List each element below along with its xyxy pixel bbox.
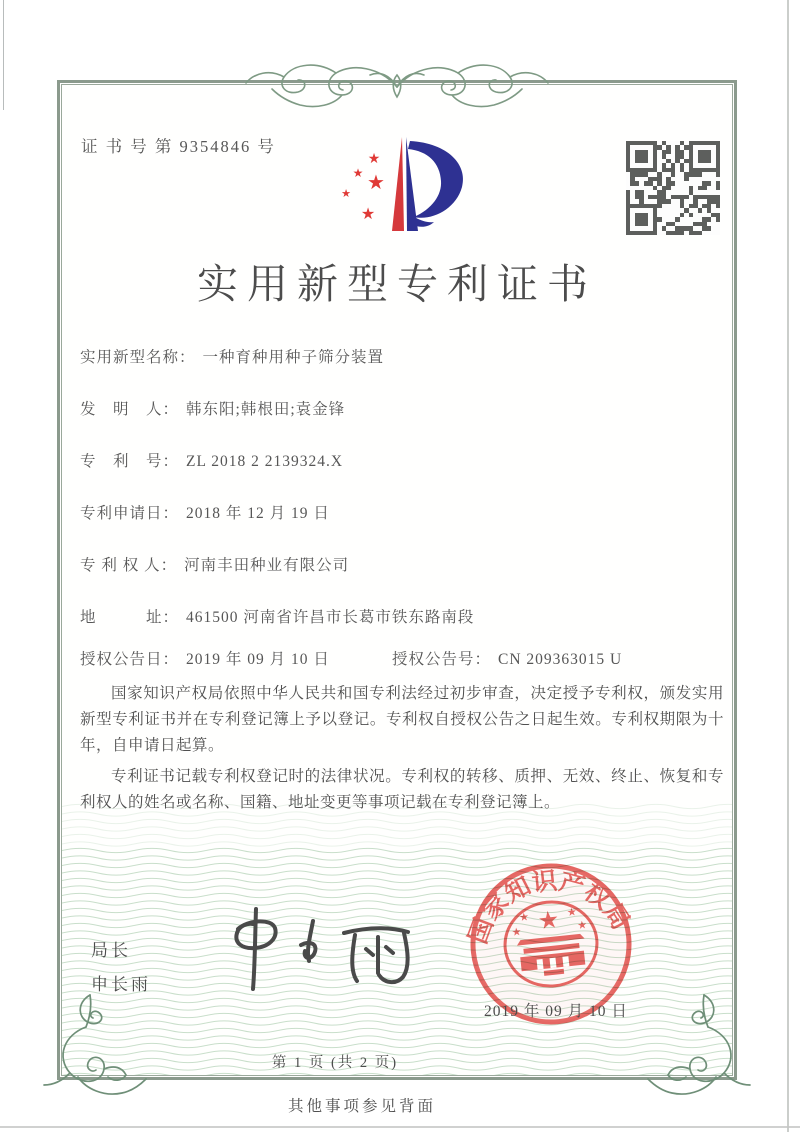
field-label: 地 址： xyxy=(80,609,180,626)
grant-date-value: 2019 年 09 月 10 日 xyxy=(186,651,330,668)
grant-no-value: CN 209363015 U xyxy=(498,651,623,668)
field-label: 专利申请日： xyxy=(80,505,180,522)
scan-edge-left xyxy=(3,0,4,110)
legal-text-block xyxy=(80,681,724,816)
field-value: 一种育种用种子筛分装置 xyxy=(202,349,385,366)
field-label: 实用新型名称： xyxy=(80,349,196,366)
grant-no-group xyxy=(392,647,622,669)
svg-text:★: ★ xyxy=(566,906,578,920)
seal-agency-text: 国家知识产权局 xyxy=(464,867,635,948)
scan-edge-right xyxy=(787,0,789,1132)
svg-text:★: ★ xyxy=(367,152,381,167)
certificate-frame xyxy=(57,80,737,1080)
grant-date-label: 授权公告日： xyxy=(80,651,180,668)
svg-text:★: ★ xyxy=(536,907,561,936)
svg-text:★: ★ xyxy=(576,919,588,933)
commissioner-block xyxy=(91,934,151,1002)
field-value: 461500 河南省许昌市长葛市铁东路南段 xyxy=(186,609,475,626)
svg-text:★: ★ xyxy=(352,166,364,180)
commissioner-title: 局长 xyxy=(91,941,131,960)
grant-row xyxy=(80,647,724,669)
field-value: 韩东阳;韩根田;袁金锋 xyxy=(186,401,346,418)
page-number: 第 1 页 (共 2 页) xyxy=(271,1055,399,1071)
field-label: 发 明 人： xyxy=(80,401,180,418)
field-row-address xyxy=(80,605,724,627)
field-label: 专 利 权 人： xyxy=(80,557,178,574)
qr-code-icon xyxy=(626,141,720,235)
scan-edge-bottom xyxy=(0,1126,800,1128)
field-row-patent-no xyxy=(80,449,724,471)
svg-text:★: ★ xyxy=(511,926,523,940)
field-row-patentee xyxy=(80,553,724,575)
legal-paragraph-2: 专利证书记载专利权登记时的法律状况。专利权的转移、质押、无效、终止、恢复和专利权人的姓名或名称、国籍、地址变更等事项记载在专利登记簿上。 xyxy=(80,768,724,811)
field-row-name xyxy=(80,345,724,367)
grant-no-label: 授权公告号： xyxy=(392,651,492,668)
field-value: ZL 2018 2 2139324.X xyxy=(186,453,344,470)
field-value: 河南丰田种业有限公司 xyxy=(184,557,350,574)
svg-text:★: ★ xyxy=(518,911,530,925)
top-scroll-ornament-icon xyxy=(242,53,552,115)
svg-text:★: ★ xyxy=(360,206,376,223)
signature-script-icon xyxy=(218,903,418,995)
reverse-side-note: 其他事项参见背面 xyxy=(287,1098,436,1115)
certificate-title: 实用新型专利证书 xyxy=(197,261,597,307)
field-row-filing-date xyxy=(80,501,724,523)
field-label: 专 利 号： xyxy=(80,453,180,470)
svg-text:★: ★ xyxy=(367,172,385,194)
field-row-inventor xyxy=(80,397,724,419)
svg-text:★: ★ xyxy=(341,188,351,200)
seal-date: 2019 年 09 月 10 日 xyxy=(484,1003,628,1020)
legal-paragraph-1: 国家知识产权局依照中华人民共和国专利法经过初步审查，决定授予专利权，颁发实用新型专利证书并在专利登记簿上予以登记。专利权自授权公告之日起生效。专利权期限为十年，自申请日起算。 xyxy=(80,685,724,754)
field-value: 2018 年 12 月 19 日 xyxy=(186,505,330,522)
certificate-number: 证 书 号 第 9354846 号 xyxy=(81,137,276,156)
commissioner-name: 申长雨 xyxy=(91,975,151,994)
cnipa-logo-icon xyxy=(330,127,480,243)
